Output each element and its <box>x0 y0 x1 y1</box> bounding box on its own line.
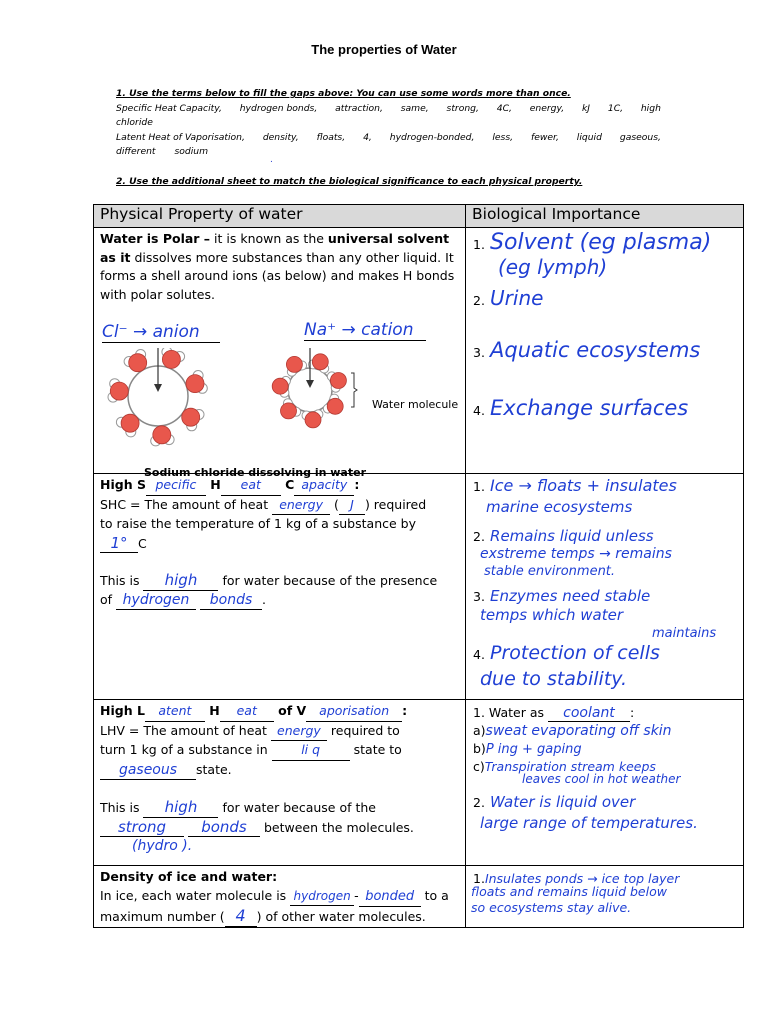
lhv-line-1 <box>100 722 459 742</box>
blank-bonded: bonded <box>359 888 421 908</box>
oxygen-atom <box>110 382 128 400</box>
text: maximum number ( <box>100 909 225 924</box>
handwritten-cation: Na⁺ → cation <box>304 320 426 341</box>
blank-energy: energy <box>272 496 330 516</box>
word: kJ <box>581 102 591 114</box>
item-number: c) <box>473 759 485 774</box>
instructions <box>116 87 661 160</box>
density-importance-cell <box>466 866 744 928</box>
row-latent-heat <box>94 700 744 866</box>
text: This is <box>100 573 144 588</box>
density-text <box>94 866 465 927</box>
word-list-line-4 <box>116 145 661 160</box>
item-text: Transpiration stream keeps <box>484 759 656 774</box>
word: fewer, <box>530 131 559 143</box>
density-line-1 <box>100 887 459 908</box>
item-number: a) <box>473 723 486 738</box>
ion-hydration-diagram <box>100 348 370 448</box>
text: for water because of the <box>218 800 376 815</box>
oxygen-atom <box>162 350 180 368</box>
chloride-ion-shell <box>108 348 207 446</box>
text: it is known as the <box>210 231 328 246</box>
text: of V <box>273 703 307 718</box>
importance-item-1 <box>473 230 711 255</box>
oxygen-atom <box>281 403 297 419</box>
blank-hydrogen: hydrogen <box>116 591 196 611</box>
polar-importance-cell <box>466 228 744 474</box>
text: H <box>204 703 220 718</box>
blank-vaporisation: aporisation <box>306 702 402 722</box>
word: attraction, <box>335 102 383 114</box>
properties-table <box>93 204 744 928</box>
text: . <box>262 591 266 607</box>
oxygen-atom <box>182 408 200 426</box>
handwritten-hydro: (hydro ). <box>132 838 193 854</box>
word: less, <box>492 131 514 143</box>
item-text-cont: temps which water <box>480 606 624 624</box>
text: required to <box>326 722 400 738</box>
importance-item-3 <box>473 338 700 362</box>
text: of <box>100 591 117 607</box>
handwritten-anion: Cl⁻ → anion <box>102 322 220 343</box>
text: LHV = The amount of heat <box>100 722 271 738</box>
item-number: 2. <box>473 293 485 308</box>
text: C <box>138 535 147 551</box>
blank-4: 4 <box>225 907 257 927</box>
shc-heading <box>100 476 459 496</box>
text: Density of ice and water: <box>100 869 278 884</box>
text: SHC = The amount of heat <box>100 496 273 512</box>
lhv-line-5 <box>100 818 459 838</box>
word: density, <box>262 131 299 143</box>
water-molecule-label: Water molecule <box>372 398 459 411</box>
polar-description <box>94 228 465 304</box>
text: High S <box>100 477 146 492</box>
text: : <box>402 703 408 718</box>
item-text: P ing + gaping <box>485 742 582 757</box>
item-number: 4. <box>473 403 485 418</box>
blank-hydrogen: hydrogen <box>290 887 354 907</box>
text: : <box>354 477 360 492</box>
item-text: Insulates ponds → ice top layer <box>484 871 680 886</box>
word: Specific Heat Capacity, <box>116 102 222 114</box>
item-text: Solvent (eg plasma) <box>490 230 712 255</box>
blank-liquid: li q <box>272 741 350 761</box>
word: liquid <box>576 131 602 143</box>
blank-coolant: coolant <box>548 705 630 722</box>
item-text-cont: marine ecosystems <box>486 498 633 516</box>
q2-block <box>116 175 661 190</box>
word: 1C, <box>607 102 624 114</box>
word: strong, <box>446 102 479 114</box>
text: High L <box>100 703 145 718</box>
lhv-property-cell <box>94 700 466 866</box>
word: energy, <box>529 102 565 114</box>
importance-item-4 <box>473 642 660 664</box>
oxygen-atom <box>305 412 321 428</box>
lhv-line-4 <box>100 798 459 818</box>
blank-bonds: bonds <box>188 818 260 838</box>
shc-importance-cell <box>466 474 744 700</box>
item-number: b) <box>473 741 486 756</box>
text: dissolves more substances than any other liquid. It forms a shell around ions (as below) and makes H bonds with polar solutes. <box>100 249 455 302</box>
item-text-cont: so ecosystems stay alive. <box>471 900 632 915</box>
item-text: Aquatic ecosystems <box>490 338 701 362</box>
item-text-cont: maintains <box>652 626 717 641</box>
blank-strong: strong <box>100 818 184 838</box>
importance-item-2 <box>473 526 654 545</box>
oxygen-atom <box>272 378 288 394</box>
oxygen-atom <box>330 373 346 389</box>
lhv-text <box>94 700 465 856</box>
row-density <box>94 866 744 928</box>
q2-heading: 2. Use the additional sheet to match the biological significance to each physical property. <box>116 176 583 187</box>
word-list-line-3 <box>116 131 661 146</box>
text: ) required <box>364 496 427 512</box>
oxygen-atom <box>186 375 204 393</box>
text: - <box>354 887 359 903</box>
oxygen-atom <box>153 426 171 444</box>
density-line-2 <box>100 907 459 927</box>
word: different <box>116 146 156 157</box>
item-text: Enzymes need stable <box>490 587 651 605</box>
lhv-heading <box>100 702 459 722</box>
header-physical-property: Physical Property of water <box>94 205 466 228</box>
importance-item-1 <box>473 476 677 495</box>
item-number: 3. <box>473 345 485 360</box>
density-heading <box>100 868 459 887</box>
text: turn 1 kg of a substance in <box>100 742 272 757</box>
oxygen-atom <box>121 414 139 432</box>
item-text: sweat evaporating off skin <box>485 723 672 739</box>
item-number: 2. <box>473 795 485 810</box>
word: floats, <box>316 131 346 143</box>
word: 4, <box>363 131 372 143</box>
text: ) of other water molecules. <box>256 909 426 924</box>
density-property-cell <box>94 866 466 928</box>
importance-item-4 <box>473 396 688 420</box>
word-list-line-1 <box>116 102 661 117</box>
shc-line-3 <box>100 534 459 554</box>
shc-line-1 <box>100 496 459 516</box>
text: In ice, each water molecule is <box>100 887 291 903</box>
item-number: 1. Water as <box>473 705 548 720</box>
item-text: Protection of cells <box>490 642 660 664</box>
item-text: Remains liquid unless <box>490 527 654 545</box>
blank-high: high <box>143 798 218 818</box>
item-text-cont: exstreme temps → remains <box>480 546 672 562</box>
item-text-cont: large range of temperatures. <box>480 814 698 832</box>
item-number: 1. <box>473 871 485 886</box>
lhv-importance-cell <box>466 700 744 866</box>
item-text-cont: stable environment. <box>484 564 616 579</box>
text: for water because of the presence <box>218 573 438 588</box>
page-title: The properties of Water <box>311 42 457 57</box>
item-text-cont: floats and remains liquid below <box>471 884 667 899</box>
oxygen-atom <box>327 398 343 414</box>
blank-high: high <box>143 571 218 591</box>
blank-specific: pecific <box>146 476 206 496</box>
word: hydrogen-bonded, <box>389 131 475 143</box>
item-number: 3. <box>473 589 485 604</box>
item-number: 1. <box>473 237 485 252</box>
blank-j: J <box>339 496 365 516</box>
oxygen-atom <box>286 356 302 372</box>
importance-item-1 <box>473 702 634 722</box>
shc-line-2: to raise the temperature of 1 kg of a substance by <box>100 516 416 531</box>
blank-capacity: apacity <box>294 476 354 496</box>
blank-energy: energy <box>271 722 327 742</box>
blank-latent: atent <box>145 702 205 722</box>
text: ( <box>330 496 339 512</box>
shc-property-cell <box>94 474 466 700</box>
word: 4C, <box>496 102 512 114</box>
item-text-cont: due to stability. <box>480 668 628 690</box>
importance-item-a <box>473 720 672 739</box>
item-text-cont: leaves cool in hot weather <box>522 772 681 786</box>
oxygen-atom <box>312 354 328 370</box>
item-number: 4. <box>473 647 485 662</box>
shc-line-4 <box>100 571 459 591</box>
word: high <box>640 102 661 114</box>
polar-heading: Water is Polar – <box>100 231 211 246</box>
word: sodium <box>174 146 209 157</box>
text: to a <box>420 887 449 903</box>
text: state to <box>349 742 402 757</box>
header-biological-importance: Biological Importance <box>466 205 744 228</box>
importance-item-2 <box>473 286 543 310</box>
row-specific-heat <box>94 474 744 700</box>
word: Latent Heat of Vaporisation, <box>116 131 245 143</box>
shc-text <box>94 474 465 610</box>
polar-property-cell <box>94 228 466 479</box>
blank-gaseous: gaseous <box>100 761 196 781</box>
blank-heat: eat <box>221 476 281 496</box>
lhv-line-3 <box>100 761 459 781</box>
importance-item-b <box>473 738 582 757</box>
word: gaseous, <box>619 131 661 143</box>
text: between the molecules. <box>259 819 414 835</box>
q1-heading: 1. Use the terms below to fill the gaps above: You can use some words more than once. <box>116 88 571 99</box>
blank-1c: 1° <box>100 534 138 554</box>
word: hydrogen bonds, <box>239 102 318 114</box>
item-number: 1. <box>473 479 485 494</box>
sodium-ion-shell <box>272 348 346 428</box>
item-text-cont: (eg lymph) <box>498 255 608 279</box>
row-polar <box>94 228 744 474</box>
blank-bonds: bonds <box>200 591 262 611</box>
bracket <box>351 373 357 407</box>
word-list-line-2: chloride <box>116 117 153 128</box>
text: C <box>280 477 295 492</box>
blank-heat: eat <box>220 702 274 722</box>
text: H <box>205 477 221 492</box>
shc-line-5 <box>100 591 459 611</box>
item-text: Ice → floats + insulates <box>490 476 677 495</box>
universal-solvent-term: universal solvent as it <box>100 231 450 265</box>
text: state. <box>196 761 232 777</box>
item-text: Exchange surfaces <box>490 396 689 420</box>
lhv-line-2 <box>100 741 459 761</box>
item-number: 2. <box>473 529 485 544</box>
text: : <box>629 705 635 720</box>
word: same, <box>400 102 429 114</box>
oxygen-atom <box>129 354 147 372</box>
diagram-caption: Sodium chloride dissolving in water <box>144 466 366 479</box>
importance-item-3 <box>473 586 650 605</box>
text: This is <box>100 800 144 815</box>
item-text: Urine <box>490 286 544 310</box>
item-text: Water is liquid over <box>490 793 636 811</box>
stray-dot: . <box>270 155 273 165</box>
importance-item-2 <box>473 792 635 811</box>
